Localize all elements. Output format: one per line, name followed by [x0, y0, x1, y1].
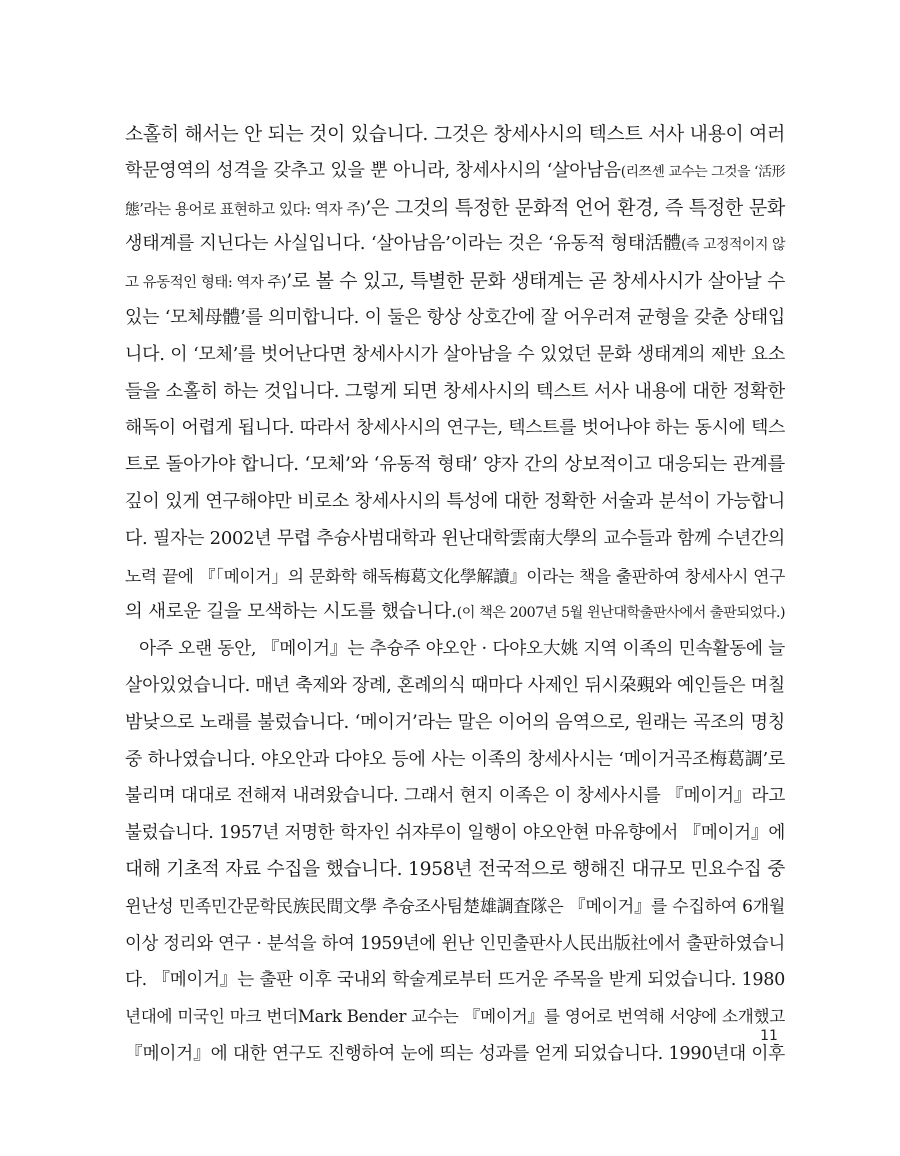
text-line: 대해 기초적 자료 수집을 했습니다. 1958년 전국적으로 행해진 대규모 민요수집 중: [125, 858, 785, 880]
text-line: 중 하나였습니다. 야오안과 다야오 등에 사는 이족의 창세사시는 ‘메이거곡조梅葛調’로: [125, 748, 785, 770]
text-line: 아주 오랜 동안, 『메이거』는 추슝주 야오안 · 다야오大姚 지역 이족의 민속활동에 늘: [139, 639, 785, 660]
paragraph-2: [125, 631, 785, 1073]
text-line: 소홀히 해서는 안 되는 것이 있습니다. 그것은 창세사시의 텍스트 서사 내용이 여러: [125, 123, 785, 145]
translator-note: 고 유동적인 형태: 역자 주): [125, 275, 287, 292]
text-line: 『메이거』에 대한 연구도 진행하여 눈에 띄는 성과를 얻게 되었습니다. 1990년대 이후: [125, 1043, 785, 1064]
page-number: 11: [760, 1028, 778, 1044]
text-line: 해독이 어렵게 됩니다. 따라서 창세사시의 연구는, 텍스트를 벗어나야 하는 동시에 텍스: [125, 417, 785, 439]
text-line: 다. 필자는 2002년 무렵 추슝사범대학과 윈난대학雲南大學의 교수들과 함께 수년간의: [125, 527, 785, 549]
translator-note: (리쯔셴 교수는 그것을 ‘活形: [620, 163, 785, 180]
text-line: 트로 돌아가야 합니다. ‘모체’와 ‘유동적 형태’ 양자 간의 상보적이고 대응되는 관계를: [125, 454, 785, 476]
publication-note: (이 책은 2007년 5월 윈난대학출판사에서 출판되었다.): [456, 605, 785, 622]
text-line: 있는 ‘모체母體’를 의미합니다. 이 둘은 항상 상호간에 잘 어우러져 균형을 갖춘 상태입: [125, 306, 785, 328]
text-line: 니다. 이 ‘모체’를 벗어난다면 창세사시가 살아남을 수 있었던 문화 생태계의 제반 요소: [125, 343, 785, 365]
translator-note: 態’라는 용어로 표현하고 있다: 역자 주): [125, 200, 366, 218]
text-line: 윈난성 민족민간문학民族民間文學 추슝조사팀楚雄調査隊은 『메이거』를 수집하여 6개월: [125, 896, 785, 917]
text-line: 생태계를 지닌다는 사실입니다. ‘살아남음’이라는 것은 ‘유동적 형태活體(즉 고정적이지 않: [125, 233, 785, 255]
body-text: [125, 116, 785, 1073]
text-line: 의 새로운 길을 모색하는 시도를 했습니다.(이 책은 2007년 5월 윈난대학출판사에서 출판되었다.): [125, 601, 785, 623]
text-line: 불렀습니다. 1957년 저명한 학자인 쉬쟈루이 일행이 야오안현 마유향에서 『메이거』에: [125, 823, 785, 844]
text-line: 態’라는 용어로 표현하고 있다: 역자 주)’은 그것의 특정한 문화적 언어 환경, 즉 특정한 문화: [125, 196, 785, 219]
translator-note: (즉 고정적이지 않: [681, 237, 785, 254]
text-line: 살아있었습니다. 매년 축제와 장례, 혼례의식 때마다 사제인 뒤시朶覡와 예인들은 며칠: [125, 674, 785, 696]
text-line: 고 유동적인 형태: 역자 주)’로 볼 수 있고, 특별한 문화 생태계는 곧 창세사시가 살아날 수: [125, 270, 785, 293]
paragraph-1: [125, 116, 785, 631]
text-line: 불리며 대대로 전해져 내려왔습니다. 그래서 현지 이족은 이 창세사시를 『메이거』라고: [125, 786, 785, 807]
text-line: 밤낮으로 노래를 불렀습니다. ‘메이거’라는 말은 이어의 음역으로, 원래는 곡조의 명칭: [125, 711, 785, 733]
text-line: 노력 끝에 『「메이거」의 문화학 해독梅葛文化學解讀』이라는 책을 출판하여 창세사시 연구: [125, 565, 785, 586]
text-line: 다. 『메이거』는 출판 이후 국내외 학술계로부터 뜨거운 주목을 받게 되었습니다. 1980: [125, 970, 785, 991]
text-line: 이상 정리와 연구 · 분석을 하여 1959년에 윈난 인민출판사人民出版社에서 출판하였습니: [125, 933, 785, 954]
text-line: 년대에 미국인 마크 번더Mark Bender 교수는 『메이거』를 영어로 번역해 서양에 소개했고: [125, 1007, 785, 1027]
text-line: 들을 소홀히 하는 것입니다. 그렇게 되면 창세사시의 텍스트 서사 내용에 대한 정확한: [125, 380, 785, 402]
text-line: 깊이 있게 연구해야만 비로소 창세사시의 특성에 대한 정확한 서술과 분석이 가능합니: [125, 490, 785, 512]
text-line: 학문영역의 성격을 갖추고 있을 뿐 아니라, 창세사시의 ‘살아남음(리쯔셴 교수는 그것을 ‘活形: [125, 159, 785, 181]
